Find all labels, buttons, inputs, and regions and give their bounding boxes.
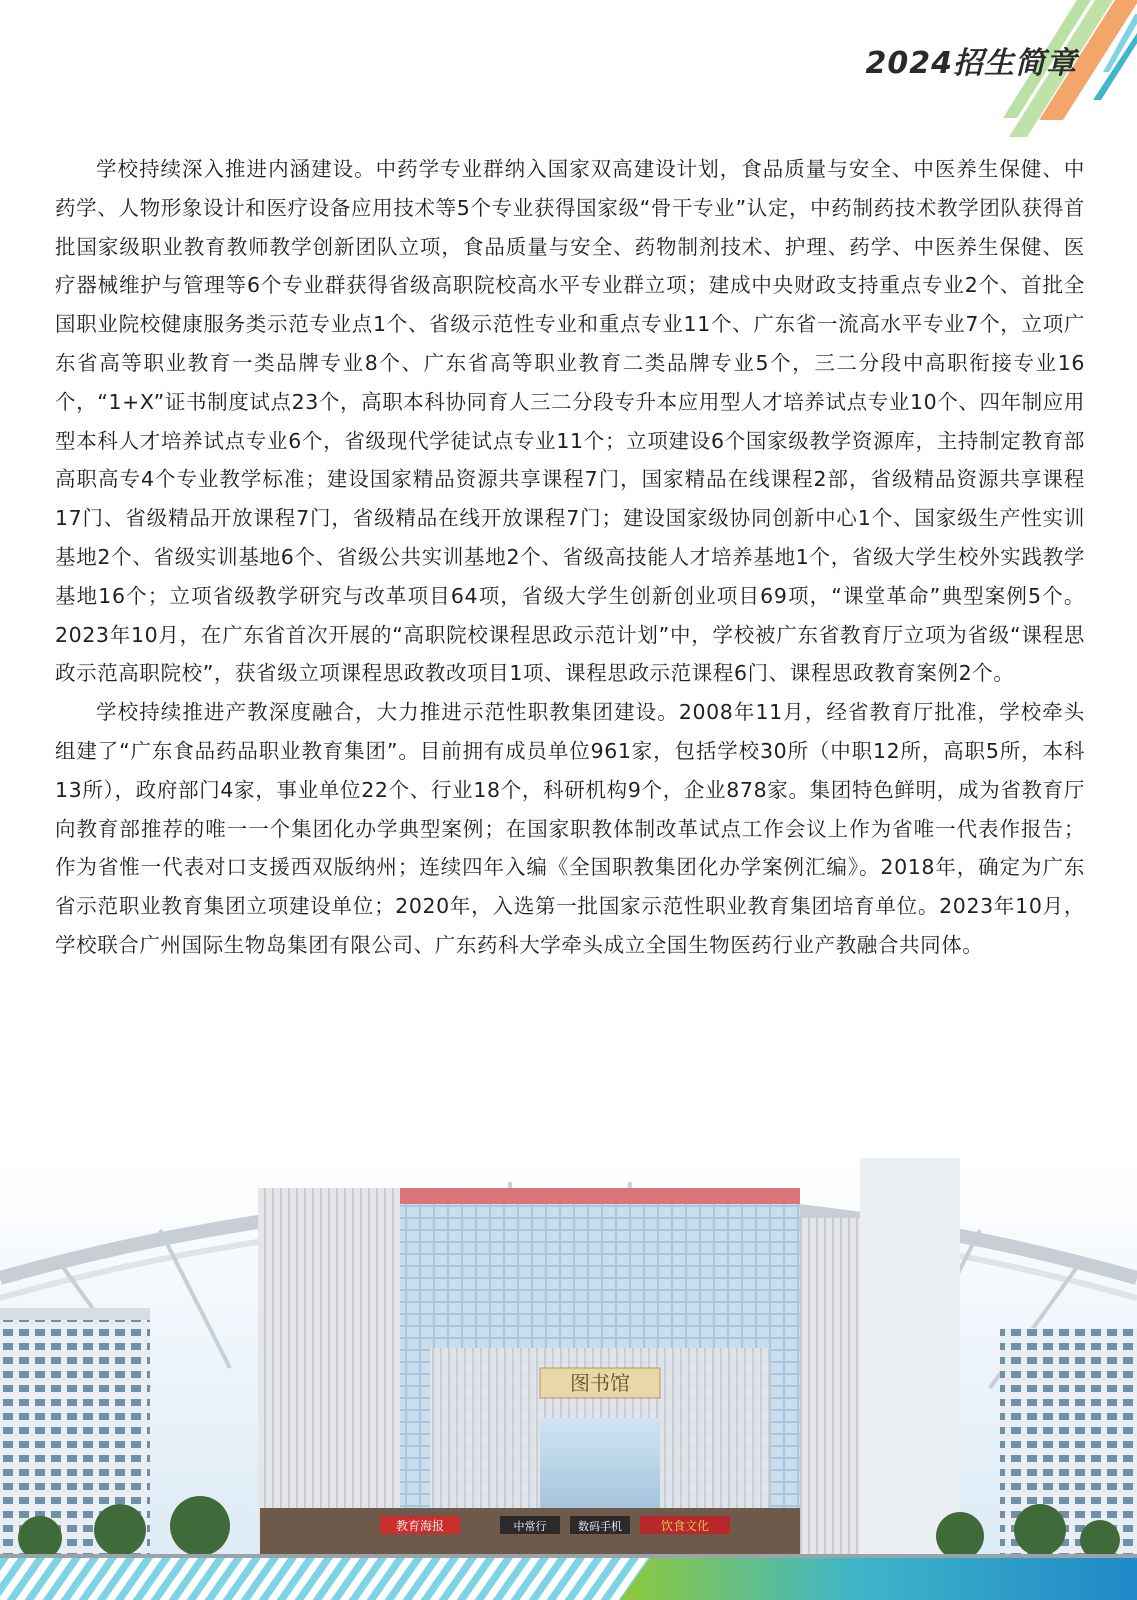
- paragraph-industry-education-integration: 学校持续推进产教深度融合，大力推进示范性职教集团建设。2008年11月，经省教育厅批准，学校牵头组建了“广东食品药品职业教育集团”。目前拥有成员单位961家，包括学校30所（中职12所，高职5所，本科13所），政府部门4家，事业单位22个、行业18个，科研机构9个，企业878家。集团特色鲜明，成为省教育厅向教育部推荐的唯一一个集团化办学典型案例；在国家职教体制改革试点工作会议上作为省唯一代表作报告；作为省惟一代表对口支援西双版纳州；连续四年入编《全国职教集团化办学案例汇编》。2018年，确定为广东省示范职业教育集团立项建设单位；2020年，入选第一批国家示范性职业教育集团培育单位。2023年10月，学校联合广州国际生物岛集团有限公司、广东药科大学牵头成立全国生物医药行业产教融合共同体。: [55, 700, 1085, 957]
- shop-sign-2: 中常行: [513, 1520, 547, 1533]
- shop-sign-1: 教育海报: [395, 1519, 445, 1533]
- paragraph-connotation-construction: 学校持续深入推进内涵建设。中药学专业群纳入国家双高建设计划，食品质量与安全、中医养生保健、中药学、人物形象设计和医疗设备应用技术等5个专业获得国家级“骨干专业”认定，中药制药技术教学团队获得首批国家级职业教育教师教学创新团队立项，食品质量与安全、药物制剂技术、护理、药学、中医养生保健、医疗器械维护与管理等6个专业群获得省级高职院校高水平专业群立项；建成中央财政支持重点专业2个、首批全国职业院校健康服务类示范专业点1个、省级示范性专业和重点专业11个、广东省一流高水平专业7个，立项广东省高等职业教育一类品牌专业8个、广东省高等职业教育二类品牌专业5个，三二分段中高职衔接专业16个，“1+X”证书制度试点23个，高职本科协同育人三二分段专升本应用型人才培养试点专业10个、四年制应用型本科人才培养试点专业6个，省级现代学徒试点专业11个；立项建设6个国家级教学资源库，主持制定教育部高职高专4个专业教学标准；建设国家精品资源共享课程7门，国家精品在线课程2部，省级精品资源共享课程17门、省级精品开放课程7门，省级精品在线开放课程7门；建设国家级协同创新中心1个、国家级生产性实训基地2个、省级实训基地6个、省级公共实训基地2个、省级高技能人才培养基地1个，省级大学生校外实践教学基地16个；立项省级教学研究与改革项目64项，省级大学生创新创业项目69项，“课堂革命”典型案例5个。2023年10月，在广东省首次开展的“高职院校课程思政示范计划”中，学校被广东省教育厅立项为省级“课程思政示范高职院校”，获省级立项课程思政教改项目1项、课程思政示范课程6门、课程思政教育案例2个。: [55, 157, 1085, 686]
- body-text: [55, 150, 1085, 965]
- shop-sign-4: 饮食文化: [660, 1519, 710, 1533]
- library-sign: 图书馆: [570, 1371, 630, 1395]
- shop-sign-3: 数码手机: [578, 1520, 622, 1533]
- campus-library-photo: [0, 1158, 1137, 1570]
- brochure-title: 2024招生简章: [865, 46, 1077, 81]
- footer-stripe-band: [0, 1558, 1137, 1600]
